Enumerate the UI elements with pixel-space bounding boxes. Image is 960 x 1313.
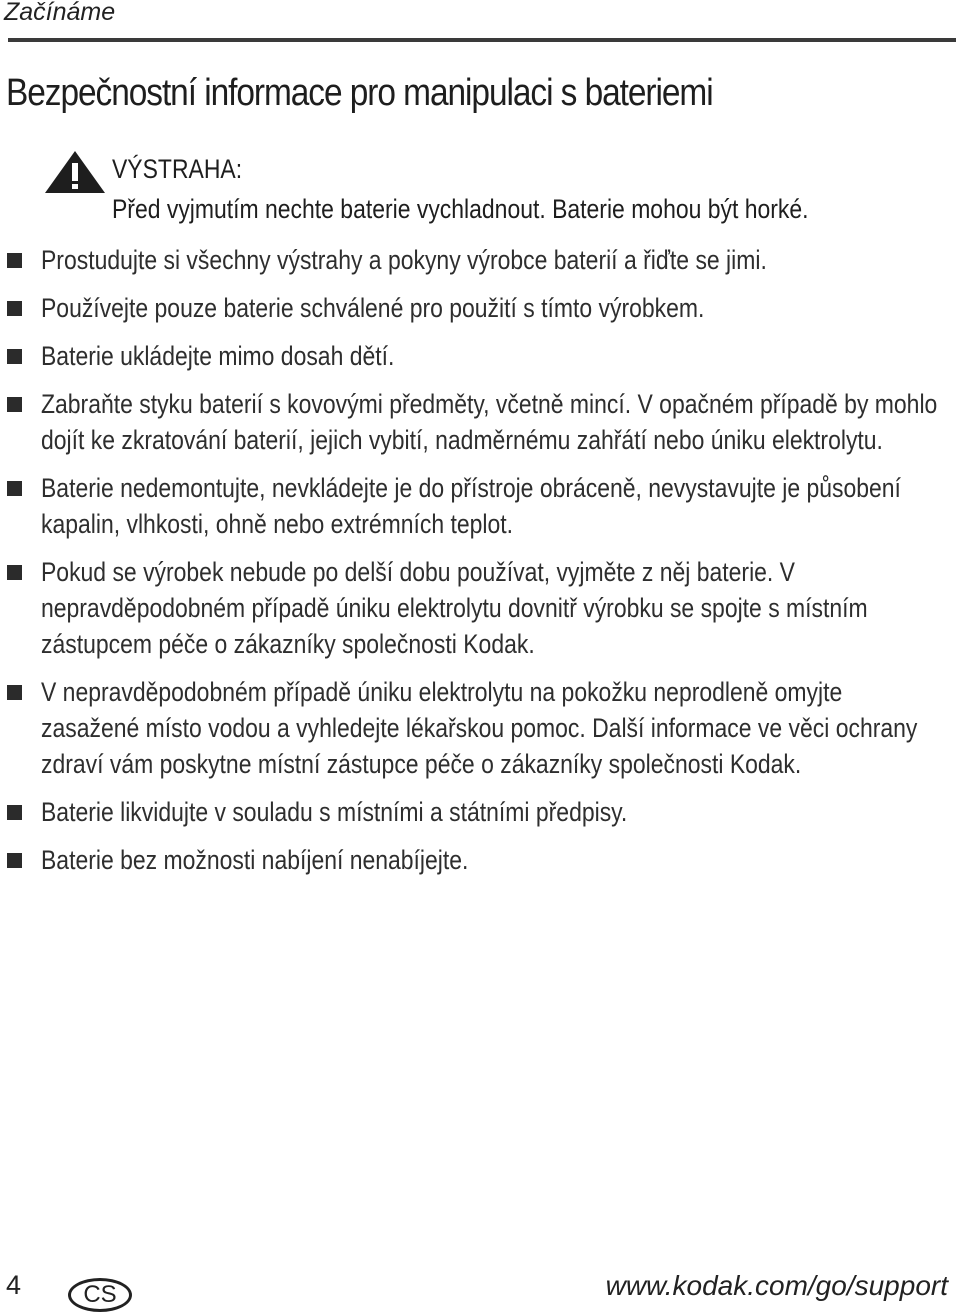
list-item: [41, 338, 960, 374]
list-item-text: Baterie likvidujte v souladu s místními a státními předpisy.: [41, 797, 628, 827]
support-url: www.kodak.com/go/support: [605, 1270, 948, 1301]
section-title: Začínáme: [4, 0, 116, 26]
warning-text: Před vyjmutím nechte baterie vychladnout. Baterie mohou být horké.: [112, 194, 809, 224]
list-item-text: Baterie ukládejte mimo dosah dětí.: [41, 341, 395, 371]
bullet-square-icon: [7, 481, 22, 496]
list-item-text: V nepravděpodobném případě úniku elektrolytu na pokožku neprodleně omyjte zasažené místo vodou a vyhledejte lékařskou pomoc. Další informace ve věci ochrany zdraví vám poskytne místní zástupce péče o zákazníky společnosti Kodak.: [41, 677, 918, 779]
list-item: [41, 386, 960, 458]
bullet-square-icon: [7, 253, 22, 268]
list-item-text: Používejte pouze baterie schválené pro použití s tímto výrobkem.: [41, 293, 705, 323]
safety-list: [0, 240, 960, 878]
bullet-square-icon: [7, 301, 22, 316]
page-number: 4: [6, 1270, 22, 1300]
list-item-text: Zabraňte styku baterií s kovovými předměty, včetně mincí. V opačném případě by mohlo dojít ke zkratování baterií, jejich vybití, nadměrnému zahřátí nebo úniku elektrolytu.: [41, 389, 938, 455]
bullet-square-icon: [7, 349, 22, 364]
header-rule: [8, 38, 956, 42]
list-item: [41, 290, 960, 326]
list-item: [41, 554, 960, 662]
warning-triangle-icon: [44, 150, 106, 194]
warning-label: VÝSTRAHA:: [112, 154, 243, 184]
language-badge: CS: [68, 1278, 132, 1312]
bullet-square-icon: [7, 397, 22, 412]
bullet-square-icon: [7, 565, 22, 580]
list-item: [41, 470, 960, 542]
list-item-text: Baterie bez možnosti nabíjení nenabíjejte.: [41, 845, 469, 875]
bullet-square-icon: [7, 805, 22, 820]
list-item: [41, 794, 960, 830]
list-item-text: Baterie nedemontujte, nevkládejte je do přístroje obráceně, nevystavujte je působení kapalin, vlhkosti, ohně nebo extrémních teplot.: [41, 473, 901, 539]
list-item-text: Pokud se výrobek nebude po delší dobu používat, vyjměte z něj baterie. V nepravděpodobném případě úniku elektrolytu dovnitř výrobku se spojte s místním zástupcem péče o zákazníky společnosti Kodak.: [41, 557, 868, 659]
list-item: [41, 242, 960, 278]
list-item: [41, 674, 960, 782]
page-heading: Bezpečnostní informace pro manipulaci s bateriemi: [6, 72, 713, 114]
list-item: [41, 842, 960, 878]
list-item-text: Prostudujte si všechny výstrahy a pokyny výrobce baterií a řiďte se jimi.: [41, 245, 767, 275]
bullet-square-icon: [7, 853, 22, 868]
bullet-square-icon: [7, 685, 22, 700]
